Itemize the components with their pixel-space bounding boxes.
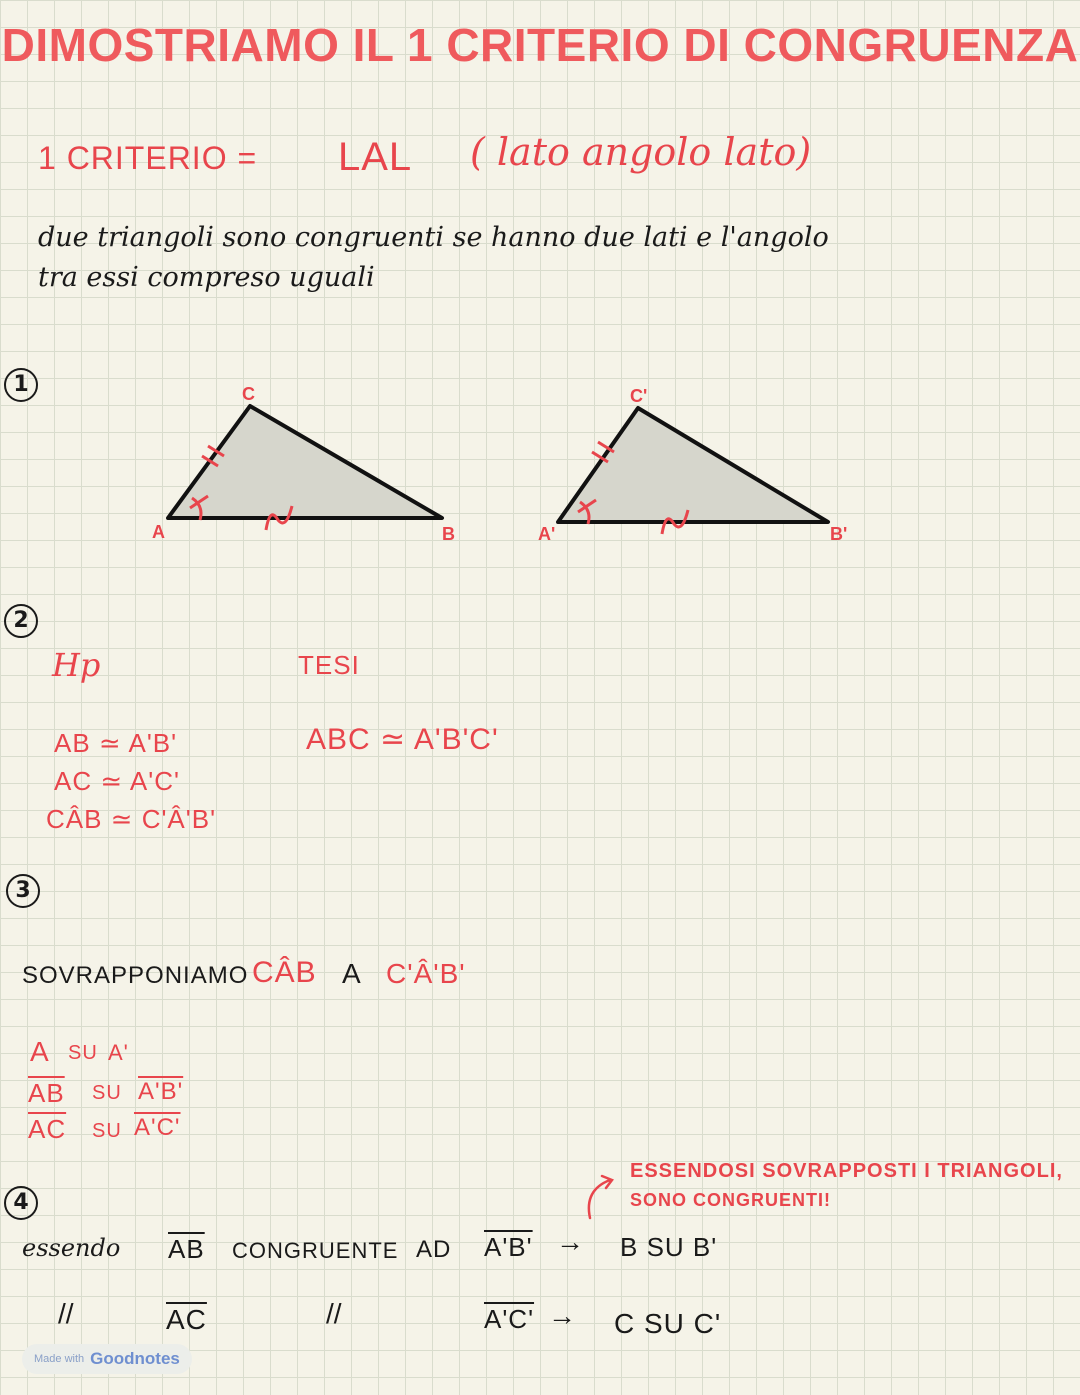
conclusion-ad: AD	[416, 1236, 452, 1263]
mapping-su: SU	[68, 1042, 98, 1064]
overlay-to: C'Â'B'	[386, 958, 466, 989]
overlay-connector: A	[342, 958, 362, 989]
triangle-abc	[152, 384, 455, 544]
triangles-figure	[140, 380, 880, 560]
segment: $\overline{AB}$	[168, 1234, 205, 1264]
mapping-from: A	[30, 1036, 50, 1067]
arrow-icon: →	[548, 1300, 576, 1331]
vertex-label: B	[442, 524, 455, 544]
vertex-label: C	[242, 384, 255, 404]
overlay-verb: SOVRAPPONIAMO	[22, 962, 249, 989]
criterio-code: LAL	[338, 135, 413, 179]
conclusion-result: B SU B'	[620, 1232, 718, 1262]
step-4-marker: 4	[4, 1186, 38, 1220]
criterio-lead: 1 CRITERIO =	[38, 140, 258, 176]
segment: $\overline{AC}$	[166, 1304, 207, 1335]
vertex-label: A	[152, 522, 165, 542]
triangle-a1b1c1	[538, 386, 847, 544]
segment: A'B'	[484, 1232, 533, 1262]
arrow-icon: →	[556, 1226, 584, 1257]
conclusion-lead: essendo	[22, 1234, 121, 1262]
conclusion-word: CONGRUENTE	[232, 1238, 399, 1263]
ditto-mark: //	[58, 1298, 74, 1329]
mapping-su: SU	[92, 1120, 122, 1142]
step-3-marker: 3	[6, 874, 40, 908]
overlay-from: CÂB	[252, 956, 317, 989]
page-title: DIMOSTRIAMO IL 1 CRITERIO DI CONGRUENZA	[1, 19, 1079, 71]
mapping-su: SU	[92, 1082, 122, 1104]
conclusion-note: ESSENDOSI SOVRAPPOSTI I TRIANGOLI,	[630, 1160, 1063, 1182]
vertex-label: C'	[630, 386, 648, 406]
conclusion-result: C SU C'	[614, 1308, 722, 1339]
criterio-meaning: ( lato angolo lato)	[470, 130, 812, 174]
ditto-mark: //	[326, 1298, 342, 1329]
step-1-marker: 1	[4, 368, 38, 402]
mapping-from: $\overline{AB}$	[28, 1078, 65, 1108]
definition-line-1: due triangoli sono congruenti se hanno due lati e l'angolo	[38, 222, 829, 253]
mapping-to: A'	[108, 1040, 129, 1065]
segment: A'C'	[484, 1304, 535, 1334]
hypothesis-line: CÂB ≃ C'Â'B'	[46, 804, 217, 834]
goodnotes-badge[interactable]	[22, 1344, 192, 1374]
mapping-from: $\overline{AC}$	[28, 1114, 67, 1144]
hypothesis-line: AB ≃ A'B'	[54, 728, 178, 758]
conclusion-note: SONO CONGRUENTI!	[630, 1190, 832, 1210]
badge-brand: Goodnotes	[90, 1349, 180, 1368]
hypothesis-label: Hp	[52, 646, 101, 684]
badge-prefix: Made with	[34, 1353, 85, 1365]
vertex-label: A'	[538, 524, 556, 544]
thesis-label: TESI	[298, 650, 360, 680]
hypothesis-line: AC ≃ A'C'	[54, 766, 180, 796]
curved-arrow-icon	[580, 1172, 620, 1222]
step-2-marker: 2	[4, 604, 38, 638]
vertex-label: B'	[830, 524, 848, 544]
thesis-statement: ABC ≃ A'B'C'	[306, 723, 499, 756]
definition-line-2: tra essi compreso uguali	[38, 262, 375, 293]
mapping-to: A'C'	[134, 1114, 181, 1141]
mapping-to: A'B'	[138, 1078, 184, 1105]
